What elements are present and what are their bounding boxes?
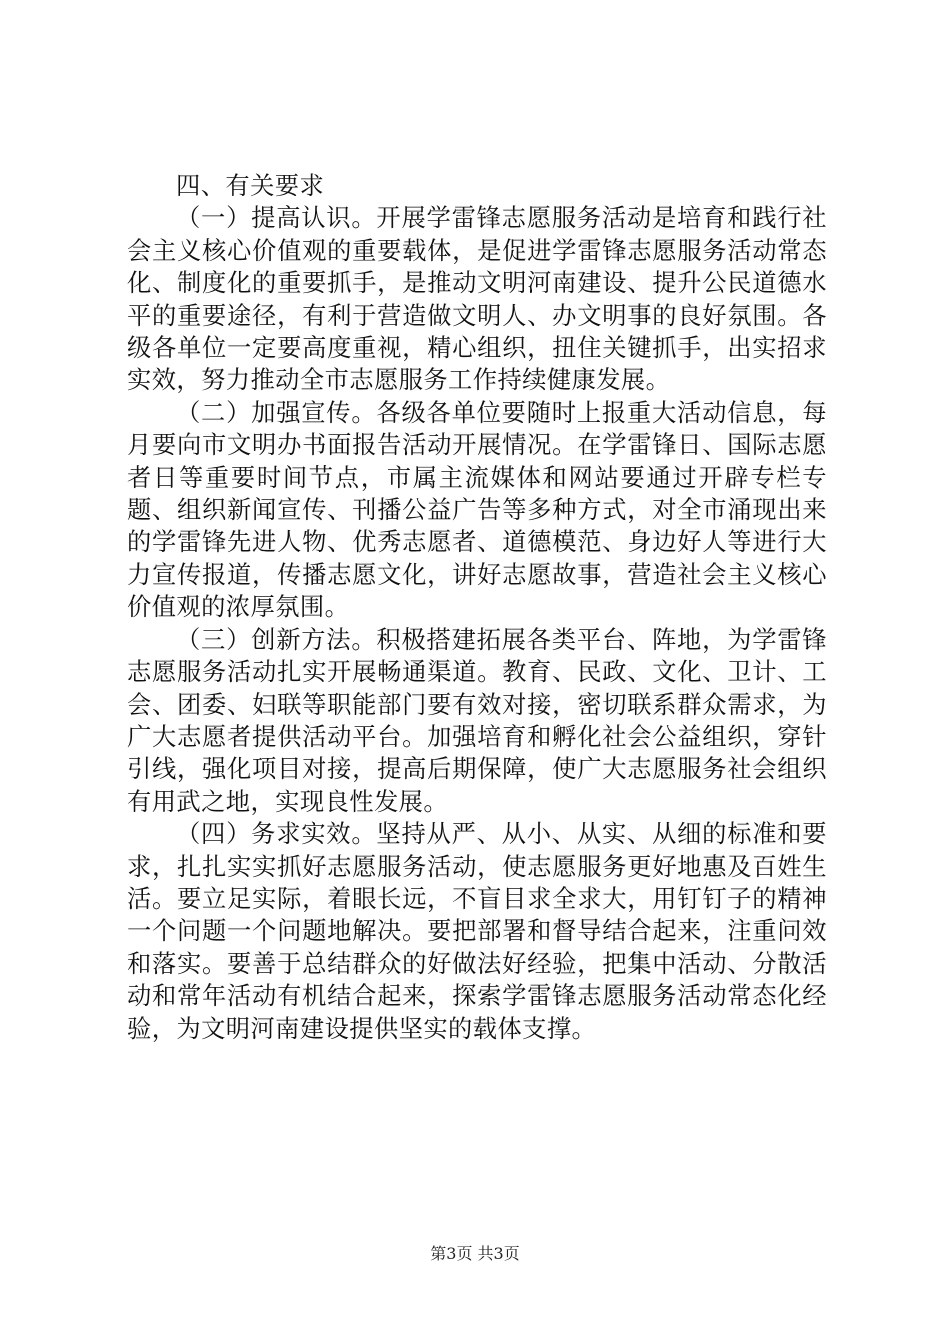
section-heading: 四、有关要求 [176,171,325,200]
paragraph-seek-results: （四）务求实效。坚持从严、从小、从实、从细的标准和要求，扎扎实实抓好志愿服务活动，使志愿服务更好地惠及百姓生活。要立足实际，着眼长远，不盲目求全求大，用钉钉子的精神一个问题一个问题地解决。要把部署和督导结合起来，注重问效和落实。要善于总结群众的好做法好经验，把集中活动、分散活动和常年活动有机结合起来，探索学雷锋志愿服务活动常态化经验，为文明河南建设提供坚实的载体支撑。 [127,819,827,1043]
page-footer: 第3页 共3页 [430,1244,520,1263]
document-body [127,170,827,1045]
paragraph-innovate-methods: （三）创新方法。积极搭建拓展各类平台、阵地，为学雷锋志愿服务活动扎实开展畅通渠道。教育、民政、文化、卫计、工会、团委、妇联等职能部门要有效对接，密切联系群众需求，为广大志愿者提供活动平台。加强培育和孵化社会公益组织，穿针引线，强化项目对接，提高后期保障，使广大志愿服务社会组织有用武之地，实现良性发展。 [127,624,827,816]
paragraph-raise-awareness: （一）提高认识。开展学雷锋志愿服务活动是培育和践行社会主义核心价值观的重要载体，是促进学雷锋志愿服务活动常态化、制度化的重要抓手，是推动文明河南建设、提升公民道德水平的重要途径，有利于营造做文明人、办文明事的良好氛围。各级各单位一定要高度重视，精心组织，扭住关键抓手，出实招求实效，努力推动全市志愿服务工作持续健康发展。 [127,203,827,395]
paragraph-strengthen-publicity: （二）加强宣传。各级各单位要随时上报重大活动信息，每月要向市文明办书面报告活动开展情况。在学雷锋日、国际志愿者日等重要时间节点，市属主流媒体和网站要通过开辟专栏专题、组织新闻宣传、刊播公益广告等多种方式，对全市涌现出来的学雷锋先进人物、优秀志愿者、道德模范、身边好人等进行大力宣传报道，传播志愿文化，讲好志愿故事，营造社会主义核心价值观的浓厚氛围。 [127,397,827,622]
